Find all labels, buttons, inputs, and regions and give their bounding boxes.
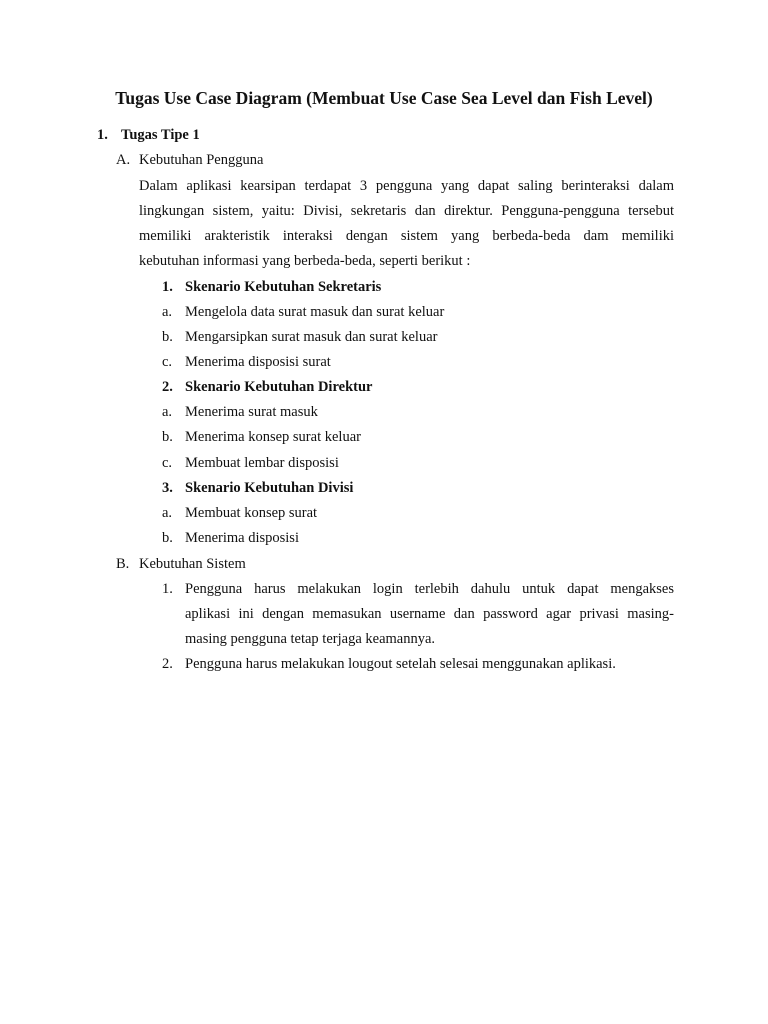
document-title: Tugas Use Case Diagram (Membuat Use Case Sea Level dan Fish Level)	[115, 88, 653, 108]
list-item-line: masing pengguna tetap terjaga keamannya.	[185, 631, 436, 647]
subsection-heading-a: Kebutuhan Pengguna	[139, 152, 264, 168]
paragraph-line: kebutuhan informasi yang berbeda-beda, seperti berikut :	[139, 253, 471, 269]
list-item: Mengelola data surat masuk dan surat keluar	[185, 304, 445, 320]
list-number: 2.	[162, 656, 173, 672]
list-item-line: aplikasi ini dengan memasukan username dan password agar privasi masing-	[185, 606, 674, 622]
list-marker: b.	[162, 329, 173, 345]
subsection-letter-a: A.	[116, 152, 131, 168]
list-marker: b.	[162, 429, 173, 445]
subsection-letter-b: B.	[116, 556, 130, 572]
list-item: Membuat konsep surat	[185, 505, 318, 521]
scenario-number: 3.	[162, 480, 173, 496]
list-item: Menerima disposisi surat	[185, 354, 331, 370]
list-item-line: Pengguna harus melakukan lougout setelah selesai menggunakan aplikasi.	[185, 656, 616, 672]
list-marker: c.	[162, 455, 173, 471]
list-item: Menerima disposisi	[185, 530, 299, 546]
section-number: 1.	[97, 127, 108, 143]
list-number: 1.	[162, 581, 173, 597]
list-marker: b.	[162, 530, 173, 546]
paragraph-line: Dalam aplikasi kearsipan terdapat 3 pengguna yang dapat saling berinteraksi dalam	[139, 178, 674, 194]
list-marker: a.	[162, 505, 173, 521]
paragraph-line: memiliki arakteristik interaksi dengan sistem yang berbeda-beda dam memiliki	[139, 228, 674, 244]
list-marker: a.	[162, 404, 173, 420]
list-marker: a.	[162, 304, 173, 320]
list-item: Mengarsipkan surat masuk dan surat keluar	[185, 329, 438, 345]
scenario-heading: Skenario Kebutuhan Sekretaris	[185, 279, 382, 295]
list-marker: c.	[162, 354, 173, 370]
scenario-heading: Skenario Kebutuhan Divisi	[185, 480, 354, 496]
list-item: Menerima konsep surat keluar	[185, 429, 361, 445]
scenario-heading: Skenario Kebutuhan Direktur	[185, 379, 373, 395]
list-item: Membuat lembar disposisi	[185, 455, 339, 471]
subsection-heading-b: Kebutuhan Sistem	[139, 556, 246, 572]
list-item-line: Pengguna harus melakukan login terlebih dahulu untuk dapat mengakses	[185, 581, 674, 597]
list-item: Menerima surat masuk	[185, 404, 318, 420]
scenario-number: 1.	[162, 279, 173, 295]
scenario-number: 2.	[162, 379, 173, 395]
section-heading: Tugas Tipe 1	[121, 127, 200, 143]
paragraph-line: lingkungan sistem, yaitu: Divisi, sekretaris dan direktur. Pengguna-pengguna tersebut	[139, 203, 674, 219]
